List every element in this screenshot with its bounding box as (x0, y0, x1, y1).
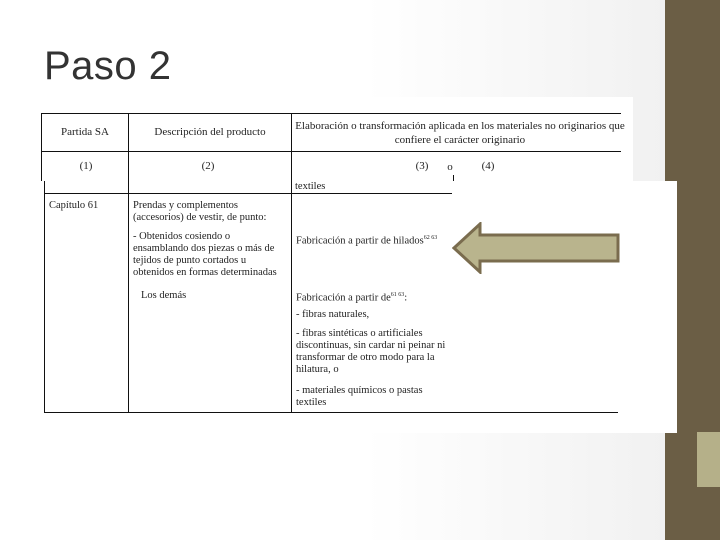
rule1 (296, 232, 437, 248)
rule2-text: Fabricación a partir de (296, 292, 391, 304)
table-body-image (41, 181, 677, 433)
rule1-footnote: 62 63 (423, 235, 438, 241)
header-col-elaboracion-line2: confiere el carácter originario (394, 134, 526, 146)
desc-item1-line3: tejidos de punto cortados u (133, 255, 247, 266)
rule2-item-b-line2: discontinuas, sin cardar ni peinar ni (296, 340, 446, 351)
rule2-footnote: 61 63 (390, 292, 405, 298)
right-accent-block (697, 432, 720, 487)
table-header-image (41, 97, 633, 181)
desc-item1-line1: - Obtenidos cosiendo o (133, 231, 231, 242)
header-col-partida: Partida SA (61, 126, 109, 138)
rule2-item-b-line3: transformar de otro modo para la (296, 352, 435, 363)
header-col-elaboracion-line1: Elaboración o transformación aplicada en los materiales no originarios que (295, 120, 625, 132)
desc-item1-line2: ensamblando dos piezas o más de (133, 243, 275, 254)
rule2-item-b-line4: hilatura, o (296, 364, 339, 375)
header-num-4: (4) (481, 160, 495, 172)
header-col-divider-2 (291, 113, 292, 181)
rule2-item-c-line2: textiles (296, 397, 327, 408)
table-row-rule (44, 193, 452, 194)
table-col-divider-2 (291, 181, 292, 413)
desc-title-line2: (accesorios) de vestir, de punto: (133, 212, 267, 223)
header-num-2: (2) (201, 160, 215, 172)
fragment-textiles: textiles (295, 181, 326, 192)
left-arrow-icon (452, 222, 622, 274)
slide-title: Paso 2 (44, 44, 172, 88)
table-left-border (44, 181, 45, 413)
header-num-3: (3) (415, 160, 429, 172)
table-tick (453, 175, 454, 181)
chapter-label: Capítulo 61 (49, 200, 99, 211)
rule2 (296, 289, 407, 305)
rule1-text: Fabricación a partir de hilados (296, 235, 424, 247)
header-num-o: o (447, 161, 453, 173)
table-col-divider-1 (128, 181, 129, 413)
header-num-1: (1) (79, 160, 93, 172)
header-col-descripcion: Descripción del producto (154, 126, 266, 138)
rule2-colon: : (404, 292, 408, 304)
desc-item1-line4: obtenidos en formas determinadas (133, 267, 277, 278)
table-bottom-rule (44, 412, 618, 413)
desc-item2: Los demás (141, 290, 187, 301)
header-left-border (41, 113, 42, 181)
rule2-item-c-line1: - materiales químicos o pastas (296, 385, 423, 396)
rule2-item-b-line1: - fibras sintéticas o artificiales (296, 328, 423, 339)
header-col-divider-1 (128, 113, 129, 181)
desc-title-line1: Prendas y complementos (133, 200, 238, 211)
rule2-item-a: - fibras naturales, (296, 309, 370, 320)
